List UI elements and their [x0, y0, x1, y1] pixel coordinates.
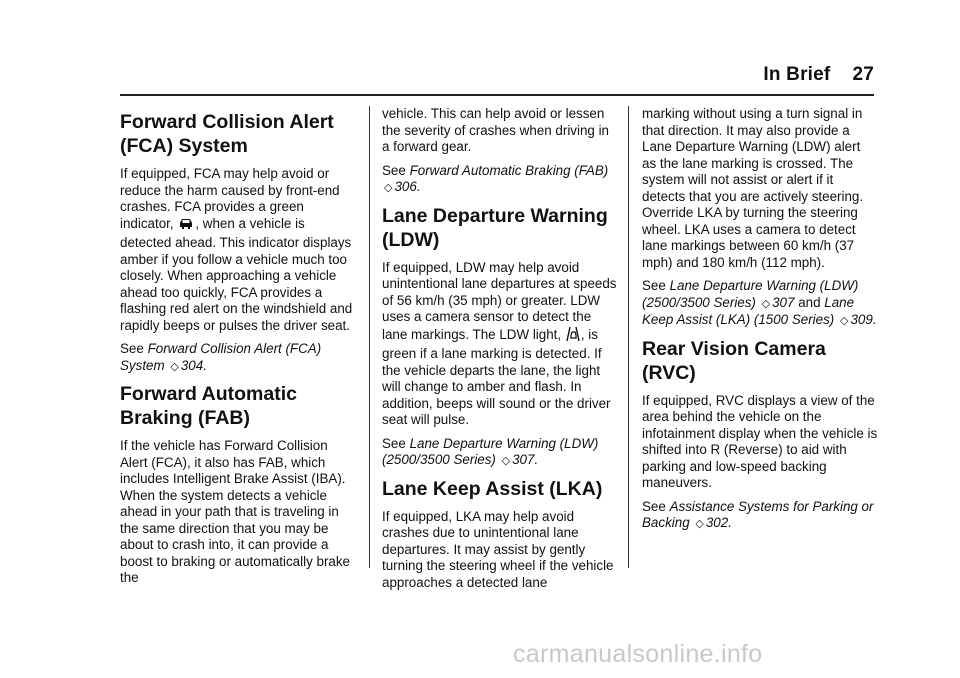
- column-divider: [628, 106, 629, 568]
- ref-page[interactable]: 309: [850, 312, 873, 327]
- heading-rvc: Rear Vision Camera (RVC): [642, 337, 826, 384]
- page-ref-arrow-icon: ◇: [170, 360, 179, 373]
- see-label: See: [382, 435, 406, 451]
- column-divider: [369, 106, 370, 568]
- reference-rvc: See Assistance Systems for Parking or Backing ◇ 302.: [642, 498, 874, 530]
- text: , when a vehicle is detected ahead. This indicator displays amber if you follow a vehicle much too closely. When approaching a vehicle ahead too quickly, FCA provides a flashing red alert on the windshield and rapidly beeps or pulses the driver seat.: [120, 215, 353, 333]
- ref-title[interactable]: Lane Departure Warning (LDW) (2500/3500 Series): [382, 435, 599, 467]
- page-ref-arrow-icon: ◇: [695, 518, 704, 530]
- reference-ldw-lka: See Lane Departure Warning (LDW) (2500/3500 Series) ◇ 307 and Lane Keep Assist (LKA) (1500 Series) ◇ 309.: [642, 278, 877, 327]
- text: If equipped, LDW may help avoid unintentional lane departures at speeds of 56 km/h (35 mph) or greater. LDW uses a camera sensor to detect the lane markings. The LDW light,: [382, 259, 617, 342]
- see-label: See: [120, 341, 144, 356]
- lane-departure-icon: [566, 326, 580, 347]
- paragraph-ldw: [382, 260, 618, 429]
- ref-title[interactable]: Lane Keep Assist (LKA) (1500 Series): [642, 294, 855, 327]
- ref-title[interactable]: Forward Collision Alert (FCA) System: [120, 341, 322, 373]
- ref-page[interactable]: 307: [512, 452, 535, 467]
- see-label: See: [642, 278, 666, 293]
- ref-page[interactable]: 306: [394, 179, 417, 194]
- column-3: [642, 106, 878, 540]
- see-label: See: [642, 498, 666, 514]
- watermark: carmanualsonline.info: [513, 640, 763, 668]
- reference-fca: See Forward Collision Alert (FCA) System ◇ 304.: [120, 341, 322, 373]
- ref-page[interactable]: 304: [180, 357, 204, 373]
- and-label: and: [798, 294, 821, 310]
- page-number: 27: [852, 64, 874, 85]
- page-header: [763, 64, 874, 86]
- see-label: See: [382, 162, 406, 178]
- page-ref-arrow-icon: ◇: [840, 315, 849, 327]
- ref-page[interactable]: 307: [772, 294, 795, 310]
- paragraph-lka: If equipped, LKA may help avoid crashes due to unintentional lane departures. It may assist by gently turning the steering wheel if the vehicle approaches a detected lane: [382, 508, 614, 590]
- text: , is green if a lane marking is detected. If the vehicle departs the lane, the light will change to amber and flash. In addition, beeps will sound or the driver seat will pulse.: [382, 326, 611, 427]
- vehicle-ahead-icon: [178, 217, 194, 236]
- paragraph-fab-cont: vehicle. This can help avoid or lessen the severity of crashes when driving in a forward gear.: [382, 106, 610, 154]
- text: If equipped, FCA may help avoid or reduce the harm caused by front-end crashes. FCA provides a green indicator,: [120, 166, 340, 231]
- heading-lka: Lane Keep Assist (LKA): [382, 477, 603, 500]
- header-title: In Brief: [763, 64, 831, 85]
- reference-fab: See Forward Automatic Braking (FAB) ◇ 306.: [382, 162, 609, 194]
- column-2: [382, 106, 618, 598]
- header-rule: [120, 94, 874, 96]
- ref-title[interactable]: Lane Departure Warning (LDW) (2500/3500 Series): [642, 278, 859, 310]
- column-1: [120, 106, 356, 594]
- heading-fab: Forward Automatic Braking (FAB): [120, 383, 297, 429]
- ref-title[interactable]: Assistance Systems for Parking or Backing: [642, 498, 874, 530]
- heading-ldw: Lane Departure Warning (LDW): [382, 204, 608, 251]
- page-ref-arrow-icon: ◇: [761, 297, 771, 310]
- ref-page[interactable]: 302: [705, 515, 729, 530]
- ref-title[interactable]: Forward Automatic Braking (FAB): [409, 162, 609, 178]
- paragraph-rvc: If equipped, RVC displays a view of the area behind the vehicle on the infotainment display when the vehicle is shifted into R (Reverse) to aid with parking and low-speed backing maneuvers.: [642, 392, 878, 490]
- page-ref-arrow-icon: ◇: [384, 182, 393, 194]
- paragraph-fca: [120, 166, 356, 334]
- paragraph-lka-cont: marking without using a turn signal in that direction. It may also provide a Lane Departure Warning (LDW) alert as the lane marking is crossed. The system will not assist or alert if it detects that you are actively steering. Override LKA by turning the steering wheel. LKA uses a camera to detect lane markings between 60 km/h (37 mph) and 180 km/h (112 mph).: [642, 106, 864, 270]
- page-ref-arrow-icon: ◇: [501, 455, 511, 467]
- heading-fca: Forward Collision Alert (FCA) System: [120, 111, 334, 157]
- paragraph-fab: If the vehicle has Forward Collision Alert (FCA), it also has FAB, which includes Intelligent Brake Assist (IBA). When the system detects a vehicle ahead in your path that is traveling in the same direction that you may be about to crash into, it can provide a boost to braking or automatically brake the: [120, 438, 350, 585]
- reference-ldw: See Lane Departure Warning (LDW) (2500/3500 Series) ◇ 307.: [382, 435, 599, 467]
